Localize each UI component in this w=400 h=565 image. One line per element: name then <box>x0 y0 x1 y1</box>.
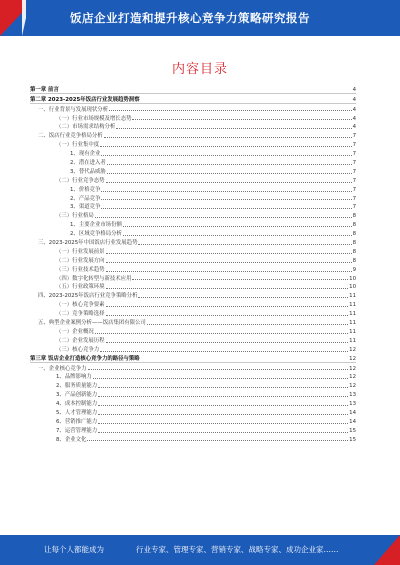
toc-entry[interactable] <box>30 237 356 246</box>
toc-entry-label: （四）数字化转型与新技术应用 <box>56 275 132 282</box>
toc-entry[interactable] <box>30 139 356 148</box>
toc-entry[interactable] <box>30 202 356 211</box>
toc-leader-dots <box>123 225 352 227</box>
toc-entry[interactable] <box>30 326 356 335</box>
toc-leader-dots <box>95 332 348 334</box>
toc-entry-label: 一、企业核心竞争力 <box>38 365 87 372</box>
toc-entry-label: 1、主要企业市场份额 <box>70 222 122 229</box>
toc-entry-label: （三）行业格局 <box>56 213 94 220</box>
toc-entry-label: 2、区域竞争格局分析 <box>70 231 122 238</box>
toc-leader-dots <box>98 413 348 415</box>
toc-entry-label: 6、营销推广能力 <box>56 418 98 425</box>
toc-entry[interactable] <box>30 113 356 122</box>
toc-entry-page: 15 <box>349 436 356 443</box>
toc-entry-label: 第三章 饭店企业打造核心竞争力的路径与策略 <box>30 355 140 362</box>
toc-entry-label: 3、替代品威胁 <box>70 168 106 175</box>
toc-entry-label: 2、服务质量能力 <box>56 383 98 390</box>
toc-entry-page: 8 <box>352 231 356 238</box>
toc-entry-label: （一）企业概况 <box>56 328 94 335</box>
toc-entry-label: （三）行业技术趋势 <box>56 266 105 273</box>
toc-entry-page: 7 <box>352 151 356 158</box>
toc-entry[interactable] <box>30 104 356 113</box>
toc-entry[interactable] <box>30 299 356 308</box>
toc-entry[interactable] <box>30 317 356 326</box>
document-title: 饭店企业打造和提升核心竞争力策略研究报告 <box>70 11 310 25</box>
toc-leader-dots <box>123 234 352 236</box>
toc-entry[interactable] <box>30 282 356 291</box>
toc-entry[interactable] <box>30 94 356 104</box>
toc-entry[interactable] <box>30 157 356 166</box>
toc-entry-page: 8 <box>352 257 356 264</box>
toc-entry-page: 12 <box>349 346 356 353</box>
toc-entry[interactable] <box>30 425 356 434</box>
toc-leader-dots <box>101 207 351 209</box>
toc-leader-dots <box>87 439 348 441</box>
toc-entry-page: 13 <box>349 392 356 399</box>
toc-entry-page: 13 <box>349 401 356 408</box>
toc-entry-label: 第二章 2023-2025年饭店行业发展趋势洞察 <box>30 96 140 103</box>
toc-entry[interactable] <box>30 130 356 139</box>
toc-entry-page: 12 <box>349 355 356 362</box>
toc-entry-page: 12 <box>349 365 356 372</box>
toc-entry[interactable] <box>30 335 356 344</box>
toc-entry-page: 8 <box>352 222 356 229</box>
toc-leader-dots <box>132 278 348 280</box>
toc-entry[interactable] <box>30 407 356 416</box>
toc-entry-label: （二）竞争策略选择 <box>56 311 105 318</box>
toc-entry-page: 7 <box>352 168 356 175</box>
toc-entry[interactable] <box>30 290 356 299</box>
footer-slogan-right: 行业专家、管理专家、营销专家、战略专家、成功企业家…… <box>136 545 339 554</box>
toc-leader-dots <box>106 314 349 316</box>
toc-entry[interactable] <box>30 210 356 219</box>
toc-entry-label: 5、人才管理能力 <box>56 409 98 416</box>
table-of-contents <box>30 84 356 443</box>
toc-entry-page: 7 <box>352 160 356 167</box>
toc-entry-page: 10 <box>349 275 356 282</box>
toc-entry-label: （一）核心竞争要素 <box>56 302 105 309</box>
toc-entry[interactable] <box>30 363 356 372</box>
toc-entry[interactable] <box>30 264 356 273</box>
toc-leader-dots <box>147 323 348 325</box>
toc-leader-dots <box>93 377 348 379</box>
toc-leader-dots <box>132 118 351 120</box>
toc-entry-label: 二、饭店行业竞争格局分析 <box>38 133 103 140</box>
toc-entry-page: 11 <box>349 320 356 327</box>
toc-entry-label: 3、产品创新能力 <box>56 392 98 399</box>
toc-leader-dots <box>138 243 351 245</box>
toc-entry-label: 一、行业背景与发展现状分析 <box>38 106 109 113</box>
toc-entry-label: 1、现有企业 <box>70 151 101 158</box>
toc-entry-page: 11 <box>349 328 356 335</box>
toc-entry[interactable] <box>30 344 356 353</box>
toc-entry-page: 7 <box>352 186 356 193</box>
toc-entry[interactable] <box>30 255 356 264</box>
toc-leader-dots <box>60 90 352 92</box>
toc-entry[interactable] <box>30 380 356 389</box>
toc-entry[interactable] <box>30 434 356 443</box>
footer-banner <box>0 535 400 565</box>
toc-entry-page: 14 <box>349 418 356 425</box>
toc-entry-page: 4 <box>352 124 356 131</box>
toc-leader-dots <box>106 261 352 263</box>
toc-leader-dots <box>95 216 352 218</box>
toc-leader-dots <box>106 181 352 183</box>
blue-stripe-decoration <box>26 0 34 36</box>
toc-entry-page: 4 <box>352 106 356 113</box>
toc-entry-label: （二）市场需求结构分析 <box>56 124 116 131</box>
toc-heading: 内容目录 <box>171 62 228 77</box>
toc-leader-dots <box>141 100 352 102</box>
toc-leader-dots <box>116 127 351 129</box>
toc-entry[interactable] <box>30 308 356 317</box>
red-corner-decoration-bottom <box>374 535 400 565</box>
toc-entry-page: 10 <box>349 284 356 291</box>
toc-entry-label: （二）行业竞争态势 <box>56 177 105 184</box>
toc-entry-page: 8 <box>352 213 356 220</box>
toc-leader-dots <box>106 341 349 343</box>
toc-leader-dots <box>98 431 348 433</box>
toc-leader-dots <box>104 136 352 138</box>
toc-entry-page: 4 <box>352 115 356 122</box>
toc-leader-dots <box>98 386 348 388</box>
toc-entry[interactable] <box>30 122 356 131</box>
toc-entry-label: 1、品牌影响力 <box>56 374 92 381</box>
toc-entry-label: （一）行业集中度 <box>56 142 100 149</box>
toc-entry-label: 四、2023-2025年饭店行业竞争策略分析 <box>38 293 138 300</box>
toc-leader-dots <box>101 198 351 200</box>
toc-entry-label: （一）行业市场规模及增长态势 <box>56 115 132 122</box>
toc-entry-label: （二）企业发展历程 <box>56 337 105 344</box>
toc-entry-label: （五）行业政策环境 <box>56 284 105 291</box>
toc-entry-label: 五、典型企业案例分析——饭店集团有限公司 <box>38 320 146 327</box>
toc-entry[interactable] <box>30 148 356 157</box>
toc-leader-dots <box>106 305 349 307</box>
toc-entry-label: 4、成本控制能力 <box>56 401 98 408</box>
toc-entry-label: 8、企业文化 <box>56 436 87 443</box>
toc-entry-page: 7 <box>352 204 356 211</box>
toc-entry[interactable] <box>30 184 356 193</box>
toc-entry-label: 2、产品竞争 <box>70 195 101 202</box>
toc-entry-label: （一）行业发展前景 <box>56 248 105 255</box>
toc-leader-dots <box>107 163 352 165</box>
toc-entry-label: 3、渠道竞争 <box>70 204 101 211</box>
header-banner <box>0 0 400 36</box>
toc-entry-page: 11 <box>349 302 356 309</box>
toc-entry[interactable] <box>30 166 356 175</box>
toc-entry[interactable] <box>30 246 356 255</box>
toc-entry[interactable] <box>30 353 356 363</box>
toc-entry-page: 15 <box>349 427 356 434</box>
toc-leader-dots <box>141 358 348 360</box>
toc-entry-label: 1、价格竞争 <box>70 186 101 193</box>
toc-entry-page: 7 <box>352 142 356 149</box>
toc-entry-page: 4 <box>352 96 356 103</box>
toc-leader-dots <box>106 252 352 254</box>
toc-leader-dots <box>109 109 351 111</box>
toc-entry-page: 7 <box>352 177 356 184</box>
toc-entry[interactable] <box>30 273 356 282</box>
toc-entry-label: （二）行业发展方向 <box>56 257 105 264</box>
toc-entry[interactable] <box>30 416 356 425</box>
toc-entry[interactable] <box>30 175 356 184</box>
toc-entry[interactable] <box>30 228 356 237</box>
toc-entry-page: 11 <box>349 311 356 318</box>
toc-entry-page: 8 <box>352 248 356 255</box>
toc-leader-dots <box>98 404 348 406</box>
footer-slogan-left: 让每个人都能成为 <box>44 545 104 554</box>
toc-entry[interactable] <box>30 219 356 228</box>
toc-entry[interactable] <box>30 398 356 407</box>
toc-leader-dots <box>88 368 349 370</box>
toc-leader-dots <box>98 395 348 397</box>
toc-leader-dots <box>138 296 348 298</box>
toc-entry-page: 9 <box>352 266 356 273</box>
toc-entry-label: 第一章 前言 <box>30 86 59 93</box>
toc-entry-label: （三）核心竞争力 <box>56 346 100 353</box>
toc-entry-label: 7、运营管理能力 <box>56 427 98 434</box>
toc-leader-dots <box>107 172 352 174</box>
toc-leader-dots <box>106 287 349 289</box>
toc-entry[interactable] <box>30 84 356 94</box>
toc-entry-page: 14 <box>349 409 356 416</box>
toc-leader-dots <box>101 154 351 156</box>
toc-entry-page: 7 <box>352 133 356 140</box>
toc-entry-page: 12 <box>349 383 356 390</box>
toc-entry-label: 三、2023-2025年中国饭店行业发展趋势 <box>38 240 138 247</box>
toc-leader-dots <box>100 350 348 352</box>
toc-leader-dots <box>106 270 352 272</box>
toc-entry-page: 7 <box>352 195 356 202</box>
toc-leader-dots <box>101 190 351 192</box>
toc-entry[interactable] <box>30 193 356 202</box>
toc-leader-dots <box>98 422 348 424</box>
toc-leader-dots <box>100 145 351 147</box>
toc-entry[interactable] <box>30 372 356 381</box>
toc-entry-page: 4 <box>352 86 356 93</box>
toc-entry-page: 8 <box>352 240 356 247</box>
toc-entry-page: 11 <box>349 337 356 344</box>
toc-entry-page: 11 <box>349 293 356 300</box>
toc-entry-label: 2、潜在进入者 <box>70 160 106 167</box>
toc-entry[interactable] <box>30 389 356 398</box>
toc-entry-page: 12 <box>349 374 356 381</box>
